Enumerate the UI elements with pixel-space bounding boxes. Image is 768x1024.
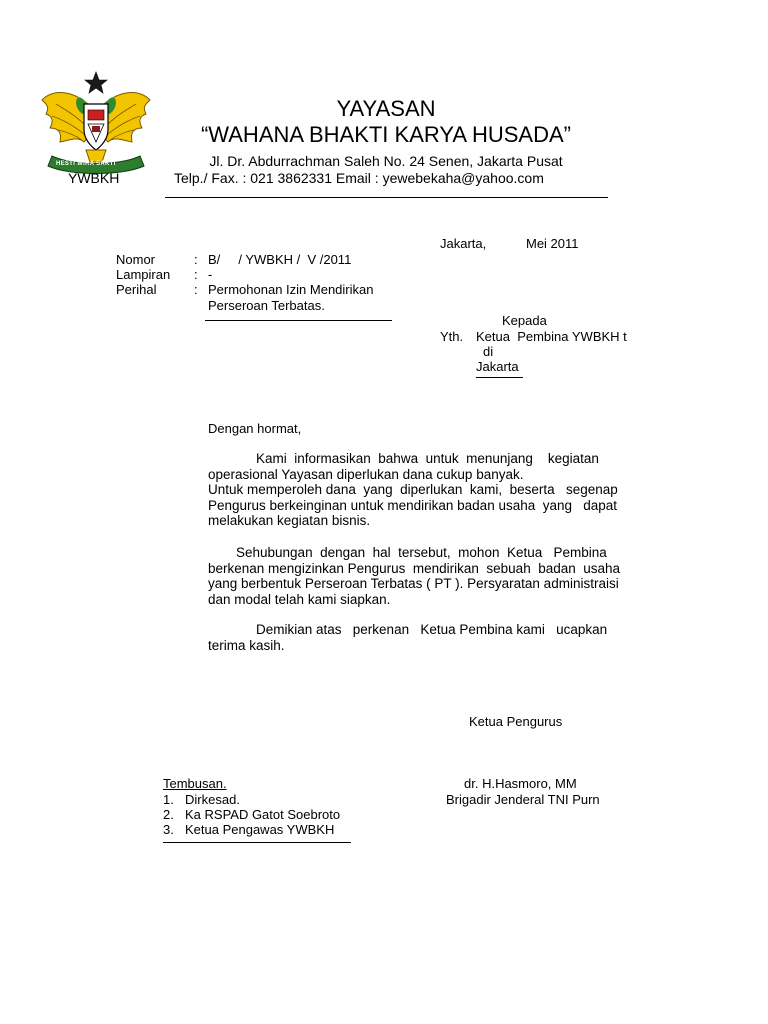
p1-line-3: Untuk memperoleh dana yang diperlukan kami, beserta segenap <box>208 482 618 497</box>
meta-nomor-label: Nomor <box>116 252 156 267</box>
p1-line-1: Kami informasikan bahwa untuk menunjang kegiatan <box>256 451 599 466</box>
signature-rank: Brigadir Jenderal TNI Purn <box>446 792 600 807</box>
letterhead-divider <box>165 197 608 198</box>
letter-city: Jakarta, <box>440 236 487 251</box>
tembusan-item-3-num: 3. <box>163 822 174 837</box>
recipient-city-underline <box>476 377 523 378</box>
meta-lampiran-sep: : <box>194 267 198 282</box>
body-paragraph-2 <box>208 545 640 607</box>
tembusan-title: Tembusan. <box>163 776 227 791</box>
meta-perihal-value: Permohonan Izin Mendirikan <box>208 282 374 297</box>
meta-perihal-sep: : <box>194 282 198 297</box>
tembusan-item-1: Dirkesad. <box>185 792 240 807</box>
p3-line-2: terima kasih. <box>208 637 285 653</box>
body-paragraph-1 <box>208 451 640 529</box>
body-paragraph-3 <box>208 622 640 653</box>
letterhead-contact: Telp./ Fax. : 021 3862331 Email : yewebekaha@yahoo.com <box>174 170 544 186</box>
meta-perihal-value-line2: Perseroan Terbatas. <box>208 298 325 313</box>
org-short-label: YWBKH <box>68 170 120 186</box>
tembusan-item-2: Ka RSPAD Gatot Soebroto <box>185 807 341 822</box>
salutation: Dengan hormat, <box>208 421 302 436</box>
tembusan-underline <box>163 842 351 843</box>
tembusan-item-2-num: 2. <box>163 807 174 822</box>
p2-line-1: Sehubungan dengan hal tersebut, mohon Ketua Pembina <box>236 545 607 560</box>
meta-lampiran-value: - <box>208 267 213 282</box>
perihal-underline <box>205 320 392 321</box>
p1-line-5: melakukan kegiatan bisnis. <box>208 513 371 528</box>
meta-lampiran-label: Lampiran <box>116 267 171 282</box>
letterhead-title-1: YAYASAN <box>336 96 436 121</box>
recipient-city: Jakarta <box>476 359 519 374</box>
signature-role: Ketua Pengurus <box>469 714 563 729</box>
letterhead-title-2: “WAHANA BHAKTI KARYA HUSADA” <box>200 122 571 147</box>
letterhead-address: Jl. Dr. Abdurrachman Saleh No. 24 Senen, Jakarta Pusat <box>209 153 563 169</box>
recipient-di: di <box>483 344 494 359</box>
p2-line-2: berkenan mengizinkan Pengurus mendirikan sebuah badan usaha <box>208 560 621 576</box>
p1-line-2: operasional Yayasan diperlukan dana cukup banyak. <box>208 466 524 482</box>
tembusan-item-3: Ketua Pengawas YWBKH <box>185 822 335 837</box>
meta-perihal-label: Perihal <box>116 282 157 297</box>
p1-line-4: Pengurus berkeinginan untuk mendirikan badan usaha yang dapat <box>208 497 618 513</box>
p2-line-3: yang berbentuk Perseroan Terbatas ( PT ). Persyaratan administraisi <box>208 576 619 591</box>
recipient-kepada: Kepada <box>502 313 547 328</box>
p2-line-4: dan modal telah kami siapkan. <box>208 591 391 607</box>
signature-name: dr. H.Hasmoro, MM <box>464 776 577 791</box>
meta-nomor-sep: : <box>194 252 198 267</box>
letter-date: Mei 2011 <box>526 236 579 251</box>
recipient-yth: Yth. <box>440 329 464 344</box>
tembusan-item-1-num: 1. <box>163 792 174 807</box>
emblem-motto: HESTI WIRA SAKTI <box>56 161 116 167</box>
recipient-name: Ketua Pembina YWBKH t <box>476 329 627 344</box>
p3-line-1: Demikian atas perkenan Ketua Pembina kami ucapkan <box>256 622 608 637</box>
meta-nomor-value: B/ / YWBKH / V /2011 <box>208 252 352 267</box>
